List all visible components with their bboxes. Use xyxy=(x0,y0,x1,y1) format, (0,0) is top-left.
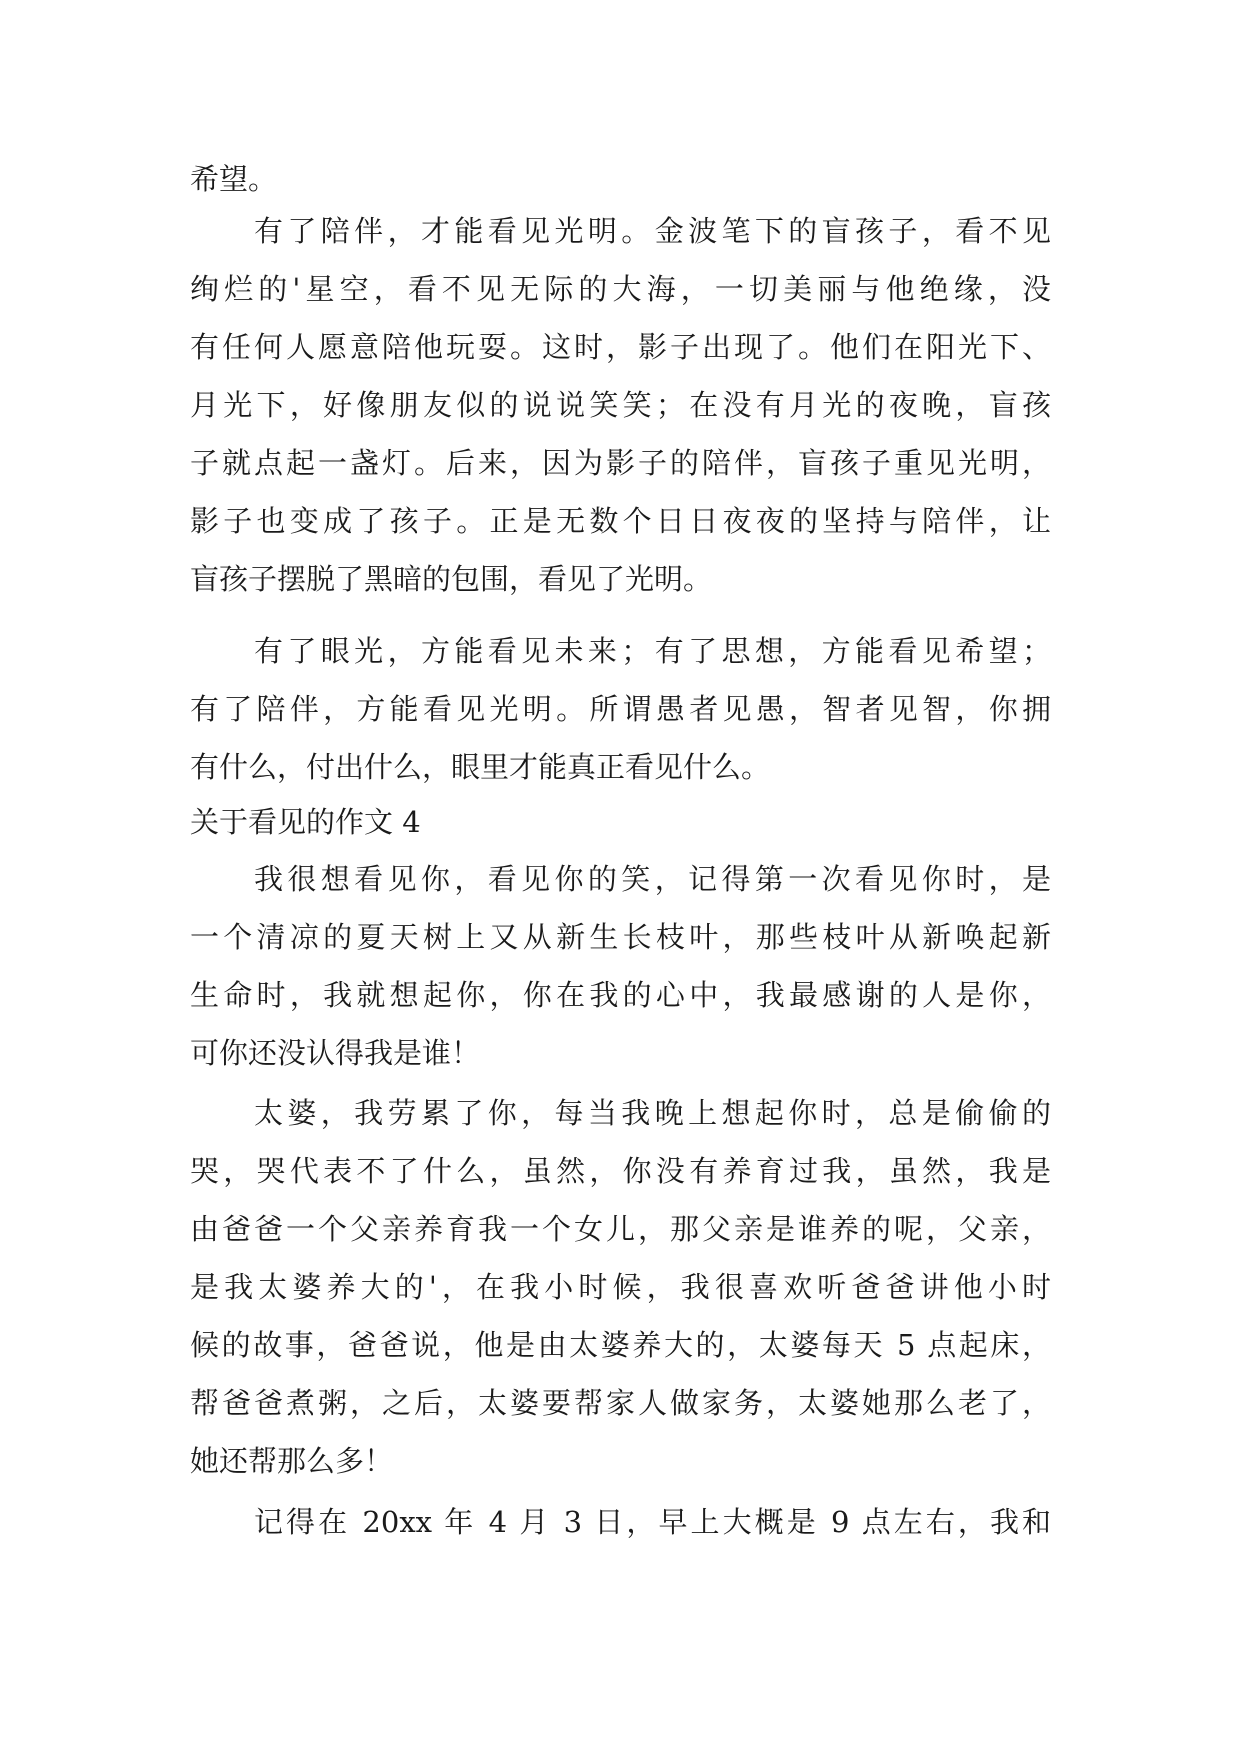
paragraph-line: 由爸爸一个父亲养育我一个女儿，那父亲是谁养的呢，父亲， xyxy=(190,1212,1051,1246)
paragraph-line: 有什么，付出什么，眼里才能真正看见什么。 xyxy=(190,750,771,784)
paragraph-line: 有任何人愿意陪他玩耍。这时，影子出现了。他们在阳光下、 xyxy=(190,330,1051,364)
paragraph-line: 希望。 xyxy=(190,162,278,196)
paragraph-line: 绚烂的'星空，看不见无际的大海，一切美丽与他绝缘，没 xyxy=(190,272,1051,306)
paragraph-line: 候的故事，爸爸说，他是由太婆养大的，太婆每天 5 点起床， xyxy=(190,1328,1051,1362)
paragraph-line: 是我太婆养大的'，在我小时候，我很喜欢听爸爸讲他小时 xyxy=(190,1270,1051,1304)
paragraph-line: 子就点起一盏灯。后来，因为影子的陪伴，盲孩子重见光明， xyxy=(190,446,1051,480)
paragraph-line: 一个清凉的夏天树上又从新生长枝叶，那些枝叶从新唤起新 xyxy=(190,920,1051,954)
paragraph-line: 她还帮那么多！ xyxy=(190,1444,394,1478)
paragraph-line: 帮爸爸煮粥，之后，太婆要帮家人做家务，太婆她那么老了， xyxy=(190,1386,1051,1420)
paragraph-line: 记得在 20xx 年 4 月 3 日，早上大概是 9 点左右，我和 xyxy=(254,1505,1051,1539)
section-title: 关于看见的作文 4 xyxy=(190,805,421,839)
paragraph-line: 生命时，我就想起你，你在我的心中，我最感谢的人是你， xyxy=(190,978,1051,1012)
paragraph-line: 有了陪伴，才能看见光明。金波笔下的盲孩子，看不见 xyxy=(254,214,1051,248)
paragraph-line: 我很想看见你，看见你的笑，记得第一次看见你时，是 xyxy=(254,862,1051,896)
paragraph-line: 太婆，我劳累了你，每当我晚上想起你时，总是偷偷的 xyxy=(254,1096,1051,1130)
paragraph-line: 可你还没认得我是谁！ xyxy=(190,1036,481,1070)
paragraph-line: 有了眼光，方能看见未来；有了思想，方能看见希望； xyxy=(254,634,1051,668)
paragraph-line: 盲孩子摆脱了黑暗的包围，看见了光明。 xyxy=(190,562,713,596)
paragraph-line: 月光下，好像朋友似的说说笑笑；在没有月光的夜晚，盲孩 xyxy=(190,388,1051,422)
paragraph-line: 影子也变成了孩子。正是无数个日日夜夜的坚持与陪伴，让 xyxy=(190,504,1051,538)
paragraph-line: 哭，哭代表不了什么，虽然，你没有养育过我，虽然，我是 xyxy=(190,1154,1051,1188)
paragraph-line: 有了陪伴，方能看见光明。所谓愚者见愚，智者见智，你拥 xyxy=(190,692,1051,726)
